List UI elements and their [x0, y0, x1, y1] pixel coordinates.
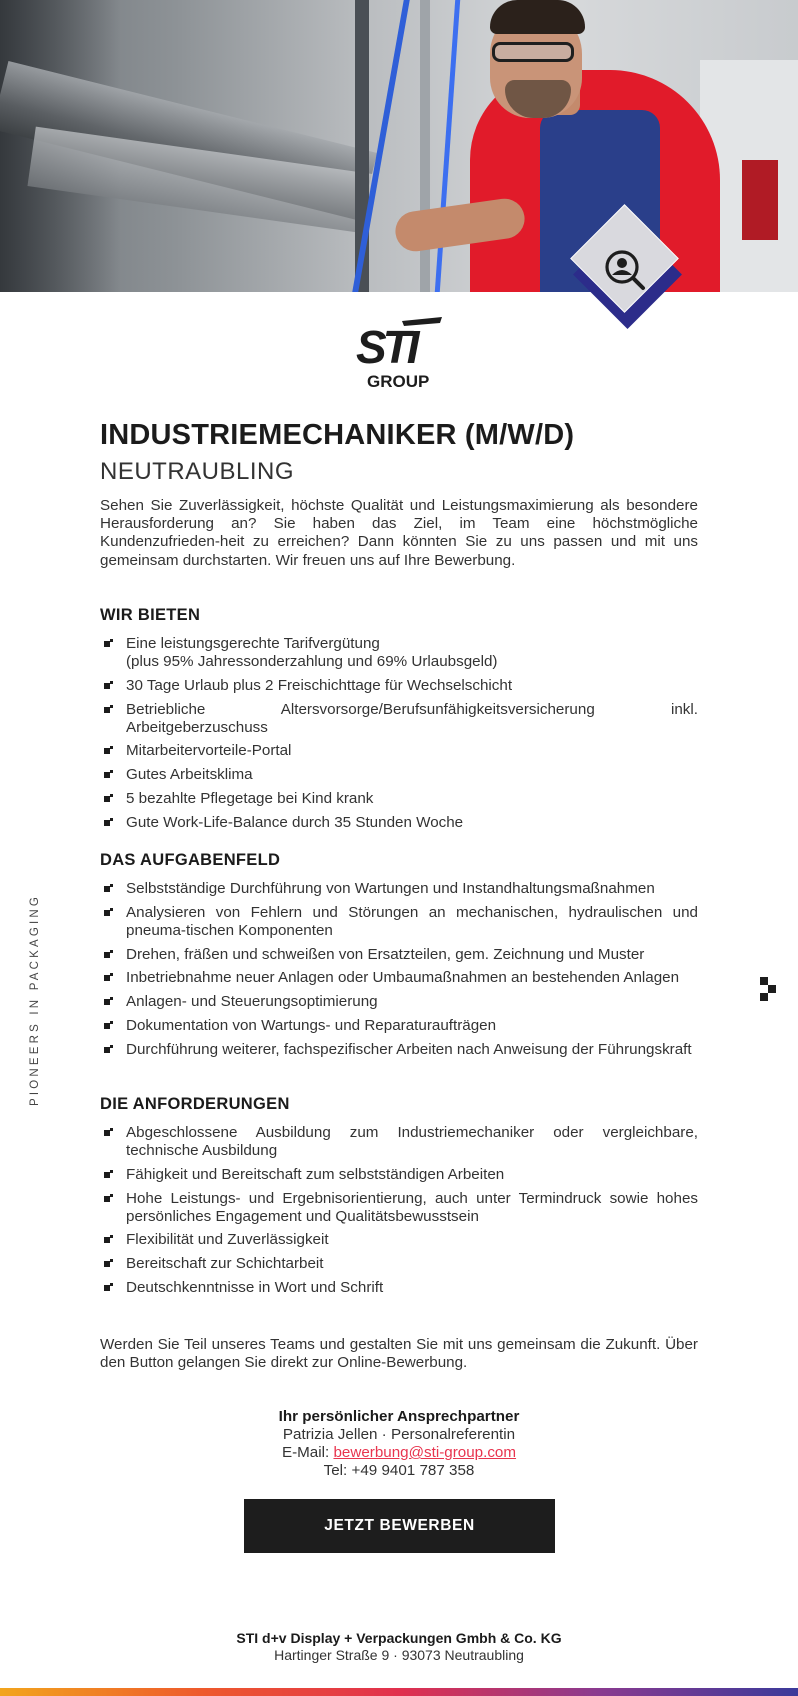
bullet-icon	[104, 794, 112, 802]
section-heading-tasks: DAS AUFGABENFELD	[100, 851, 281, 869]
contact-person: Patrizia Jellen · Personalreferentin	[282, 1426, 516, 1443]
list-item: 30 Tage Urlaub plus 2 Freischichttage für Wechselschicht	[100, 677, 698, 695]
list-item: Eine leistungsgerechte Tarifvergütung (plus 95% Jahressonderzahlung und 69% Urlaubsgeld)	[100, 635, 698, 671]
pixel-arrow-icon	[760, 977, 777, 1001]
list-item: 5 bezahlte Pflegetage bei Kind krank	[100, 790, 698, 808]
footer-gradient-bar	[0, 1688, 798, 1696]
list-item: Abgeschlossene Ausbildung zum Industriemechaniker oder vergleichbare, technische Ausbildung	[100, 1124, 698, 1160]
contact-email-line	[100, 1444, 698, 1462]
bullet-icon	[104, 884, 112, 892]
bullet-icon	[104, 1235, 112, 1243]
footer-address: Hartinger Straße 9 · 93073 Neutraubling	[274, 1647, 524, 1663]
hero-worker-hair	[490, 0, 585, 34]
closing-paragraph: Werden Sie Teil unseres Teams und gestalten Sie mit uns gemeinsam die Zukunft. Über den Button gelangen Sie direkt zur Online-Bewerbung.	[100, 1336, 698, 1372]
sti-group-logo	[356, 317, 442, 389]
bullet-icon	[104, 1170, 112, 1178]
job-location: NEUTRAUBLING	[100, 458, 295, 485]
footer-company: STI d+v Display + Verpackungen Gmbh & Co. KG	[236, 1630, 562, 1646]
list-item: Gute Work-Life-Balance durch 35 Stunden Woche	[100, 814, 698, 832]
bullet-icon	[104, 973, 112, 981]
list-item: Durchführung weiterer, fachspezifischer Arbeiten nach Anweisung der Führungskraft	[100, 1041, 698, 1059]
bullet-icon	[104, 1128, 112, 1136]
contact-block	[100, 1408, 698, 1480]
hero-image	[0, 0, 798, 292]
hero-safety-glasses	[492, 42, 574, 62]
list-item: Mitarbeitervorteile-Portal	[100, 742, 698, 760]
list-item: Analysieren von Fehlern und Störungen an mechanischen, hydraulischen und pneuma-tischen Komponenten	[100, 904, 698, 940]
apply-button[interactable]: JETZT BEWERBEN	[244, 1499, 555, 1553]
contact-heading: Ihr persönlicher Ansprechpartner	[278, 1408, 520, 1425]
bullet-icon	[104, 818, 112, 826]
list-item: Selbstständige Durchführung von Wartungen und Instandhaltungsmaßnahmen	[100, 880, 698, 898]
list-item: Deutschkenntnisse in Wort und Schrift	[100, 1279, 698, 1297]
bullet-icon	[104, 1021, 112, 1029]
job-title: INDUSTRIEMECHANIKER (M/W/D)	[100, 419, 575, 451]
bullet-icon	[104, 997, 112, 1005]
requirements-list	[100, 1124, 698, 1303]
search-person-icon	[600, 245, 650, 295]
bullet-icon	[104, 908, 112, 916]
list-item: Anlagen- und Steuerungsoptimierung	[100, 993, 698, 1011]
bullet-icon	[104, 639, 112, 647]
contact-email-label: E-Mail:	[281, 1444, 334, 1461]
svg-text:GROUP: GROUP	[367, 372, 430, 389]
list-item: Fähigkeit und Bereitschaft zum selbstständigen Arbeiten	[100, 1166, 698, 1184]
list-item: Flexibilität und Zuverlässigkeit	[100, 1231, 698, 1249]
list-item: Inbetriebnahme neuer Anlagen oder Umbaumaßnahmen an bestehenden Anlagen	[100, 969, 698, 987]
intro-paragraph: Sehen Sie Zuverlässigkeit, höchste Qualität und Leistungsmaximierung als besondere Herausforderung an? Sie haben das Ziel, im Team eine höchstmögliche Kundenzufrieden-heit zu erreichen? Dann könnten Sie zu uns passen und mit uns gemeinsam durchstarten. Wir freuen uns auf Ihre Bewerbung.	[100, 497, 698, 569]
hero-red-box	[742, 160, 778, 240]
bullet-icon	[104, 681, 112, 689]
contact-email-link[interactable]: bewerbung@sti-group.com	[333, 1444, 517, 1461]
side-slogan: PIONEERS IN PACKAGING	[29, 893, 41, 1107]
svg-text:STI: STI	[356, 321, 416, 373]
bullet-icon	[104, 1045, 112, 1053]
bullet-icon	[104, 746, 112, 754]
list-item: Dokumentation von Wartungs- und Reparaturaufträgen	[100, 1017, 698, 1035]
offer-list	[100, 635, 698, 838]
section-heading-offer: WIR BIETEN	[100, 606, 201, 624]
section-heading-requirements: DIE ANFORDERUNGEN	[100, 1095, 290, 1113]
list-item: Betriebliche Altersvorsorge/Berufsunfähigkeitsversicherung inkl. Arbeitgeberzuschuss	[100, 701, 698, 737]
list-item: Hohe Leistungs- und Ergebnisorientierung, auch unter Termindruck sowie hohes persönliches Engagement und Qualitätsbewusstsein	[100, 1190, 698, 1226]
footer	[100, 1630, 698, 1664]
bullet-icon	[104, 950, 112, 958]
bullet-icon	[104, 705, 112, 713]
contact-phone: Tel: +49 9401 787 358	[323, 1462, 475, 1479]
bullet-icon	[104, 1259, 112, 1267]
tasks-list	[100, 880, 698, 1065]
bullet-icon	[104, 1283, 112, 1291]
bullet-icon	[104, 1194, 112, 1202]
list-item: Bereitschaft zur Schichtarbeit	[100, 1255, 698, 1273]
list-item: Gutes Arbeitsklima	[100, 766, 698, 784]
list-item: Drehen, fräßen und schweißen von Ersatzteilen, gem. Zeichnung und Muster	[100, 946, 698, 964]
bullet-icon	[104, 770, 112, 778]
